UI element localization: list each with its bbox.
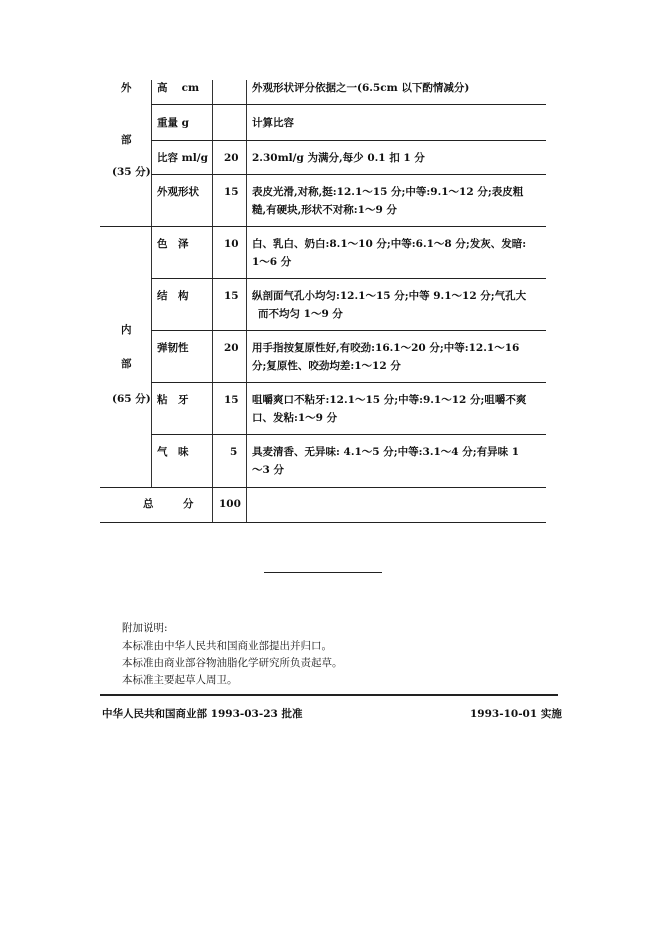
total-points: 100: [219, 498, 241, 510]
table-row-points: 15: [224, 394, 239, 406]
table-row-points: 10: [224, 238, 239, 250]
table-row-item: 结 构: [157, 290, 189, 302]
table-row-item: 外观形状: [157, 186, 199, 198]
row-rule: [151, 140, 546, 141]
footer-rule: [100, 694, 558, 696]
group-exterior-char2: 部: [121, 134, 132, 146]
notes-heading: 附加说明:: [122, 622, 168, 634]
table-row-points: 5: [230, 446, 238, 458]
table-row-points: 20: [224, 152, 239, 164]
notes-line: 本标准由商业部谷物油脂化学研究所负责起草。: [122, 657, 343, 669]
group-rule: [100, 487, 546, 488]
notes-line: 本标准主要起草人周卫。: [122, 674, 238, 686]
end-rule: [264, 572, 382, 573]
table-row-desc: 表皮光滑,对称,挺:12.1～15 分;中等:9.1～12 分;表皮粗: [252, 186, 524, 198]
table-row-desc: 1～6 分: [252, 256, 292, 268]
table-row-desc: 计算比容: [252, 117, 294, 129]
table-row-desc: 具麦清香、无异味: 4.1～5 分;中等:3.1～4 分;有异味 1: [252, 446, 520, 458]
table-row-desc: 口、发粘:1～9 分: [252, 412, 338, 424]
table-row-points: 15: [224, 290, 239, 302]
group-interior-char2: 部: [121, 358, 132, 370]
table-row-item: 高 cm: [157, 82, 200, 94]
group-rule: [100, 226, 546, 227]
footer-approval: 中华人民共和国商业部 1993-03-23 批准: [102, 708, 303, 720]
total-label-b: 分: [183, 498, 194, 510]
table-row-item: 气 味: [157, 446, 189, 458]
table-row-desc: 糙,有硬块,形状不对称:1～9 分: [252, 204, 397, 216]
row-rule: [151, 104, 546, 105]
footer-implementation: 1993-10-01 实施: [470, 708, 562, 720]
table-row-item: 弹韧性: [157, 342, 189, 354]
table-row-desc: 而不均匀 1～9 分: [258, 308, 343, 320]
table-row-item: 重量 g: [157, 117, 189, 129]
table-row-desc: 2.30ml/g 为满分,每少 0.1 扣 1 分: [252, 152, 425, 164]
group-interior-char1: 内: [121, 324, 132, 336]
table-bottom-rule: [100, 522, 546, 523]
row-rule: [151, 278, 546, 279]
table-row-item: 比容 ml/g: [157, 152, 208, 164]
table-row-desc: 外观形状评分依据之一(6.5cm 以下酌情减分): [252, 82, 470, 94]
row-rule: [151, 330, 546, 331]
group-exterior-score: (35 分): [112, 166, 151, 178]
table-row-desc: 纵剖面气孔小均匀:12.1～15 分;中等 9.1～12 分;气孔大: [252, 290, 527, 302]
notes-line: 本标准由中华人民共和国商业部提出并归口。: [122, 640, 332, 652]
row-rule: [151, 434, 546, 435]
group-interior-score: (65 分): [112, 393, 151, 405]
group-exterior-char1: 外: [121, 82, 132, 94]
row-rule: [151, 174, 546, 175]
table-row-points: 20: [224, 342, 239, 354]
table-row-points: 15: [224, 186, 239, 198]
table-row-desc: 分;复原性、咬劲均差:1～12 分: [252, 360, 401, 372]
table-vrule-1: [151, 80, 152, 487]
table-row-desc: 咀嚼爽口不粘牙:12.1～15 分;中等:9.1～12 分;咀嚼不爽: [252, 394, 527, 406]
table-row-desc: 用手指按复原性好,有咬劲:16.1～20 分;中等:12.1～16: [252, 342, 520, 354]
table-row-desc: 白、乳白、奶白:8.1～10 分;中等:6.1～8 分;发灰、发暗:: [252, 238, 527, 250]
table-vrule-3: [246, 80, 247, 522]
table-row-desc: ～3 分: [252, 464, 284, 476]
table-row-item: 色 泽: [157, 238, 189, 250]
table-row-item: 粘 牙: [157, 394, 189, 406]
table-vrule-2: [212, 80, 213, 522]
total-label-a: 总: [143, 498, 154, 510]
row-rule: [151, 382, 546, 383]
